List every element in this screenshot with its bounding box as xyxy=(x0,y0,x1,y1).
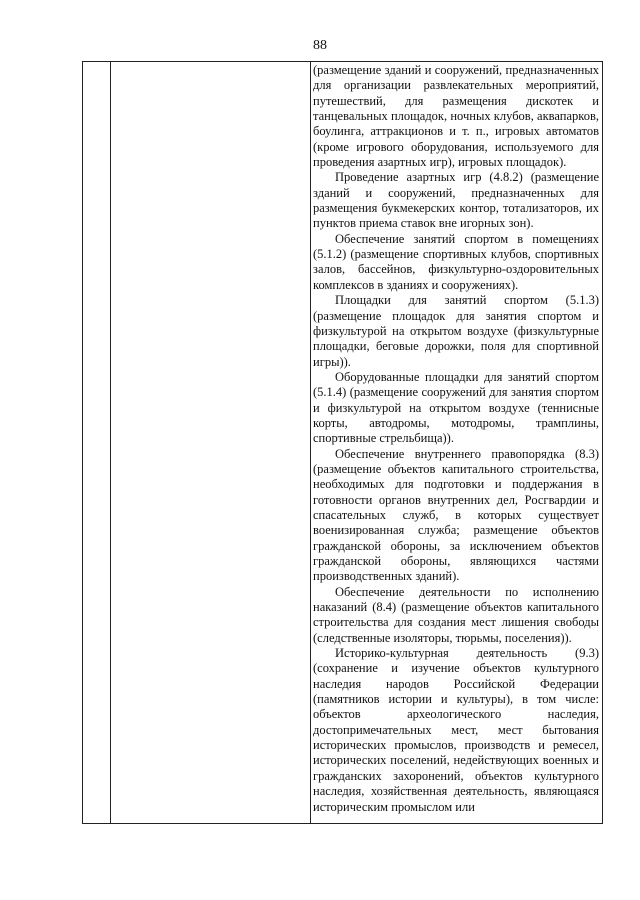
paragraph-penal-system: Обеспечение деятельности по исполнению наказаний (8.4) (размещение объектов капитального строительства для создания мест лишения свободы (следственные изоляторы, тюрьмы, поселения)). xyxy=(313,584,599,645)
paragraph-gambling: Проведение азартных игр (4.8.2) (размещение зданий и сооружений, предназначенных для размещения букмекерских контор, тотализаторов, их пунктов приема ставок вне игорных зон). xyxy=(313,170,599,231)
paragraph-equipped-sports-grounds: Оборудованные площадки для занятий спортом (5.1.4) (размещение сооружений для занятия спортом и физкультурой на открытом воздухе (теннисные корты, автодромы, мотодромы, трамплины, спортивные стрельбища)). xyxy=(313,369,599,446)
paragraph-indoor-sports: Обеспечение занятий спортом в помещениях (5.1.2) (размещение спортивных клубов, спортивных залов, бассейнов, физкультурно-оздоровительных комплексов в зданиях и сооружениях). xyxy=(313,231,599,292)
column-divider-1 xyxy=(110,62,111,823)
paragraph-entertainment-continued: (размещение зданий и сооружений, предназначенных для организации развлекательных мероприятий, путешествий, для размещения дискотек и танцевальных площадок, ночных клубов, аквапарков, боулинга, аттракционов и т. п., игровых автоматов (кроме игрового оборудования, используемого для проведения азартных игр), игровых площадок). xyxy=(313,63,599,170)
paragraph-internal-order: Обеспечение внутреннего правопорядка (8.3) (размещение объектов капитального строительства, необходимых для подготовки и поддержания в готовности органов внутренних дел, Росгвардии и спасательных служб, в которых существует военизированная служба; размещение объектов гражданской обороны, за исключением объектов гражданской обороны, являющихся частями производственных зданий). xyxy=(313,446,599,584)
page-number: 88 xyxy=(313,38,327,53)
paragraph-sports-grounds: Площадки для занятий спортом (5.1.3) (размещение площадок для занятия спортом и физкультурой на открытом воздухе (физкультурные площадки, беговые дорожки, поля для спортивной игры)). xyxy=(313,293,599,369)
column-divider-2 xyxy=(310,62,311,823)
zoning-table xyxy=(82,61,603,824)
permitted-use-column xyxy=(313,63,599,815)
paragraph-cultural-heritage: Историко-культурная деятельность (9.3) (сохранение и изучение объектов культурного наследия народов Российской Федерации (памятников истории и культуры), в том числе: объектов археологического наследия, достопримечательных мест, мест бытования исторических промыслов, производств и ремесел, исторических поселений, недействующих военных и гражданских захоронений, объектов культурного наследия, хозяйственная деятельность, являющаяся историческим промыслом или xyxy=(313,646,599,814)
